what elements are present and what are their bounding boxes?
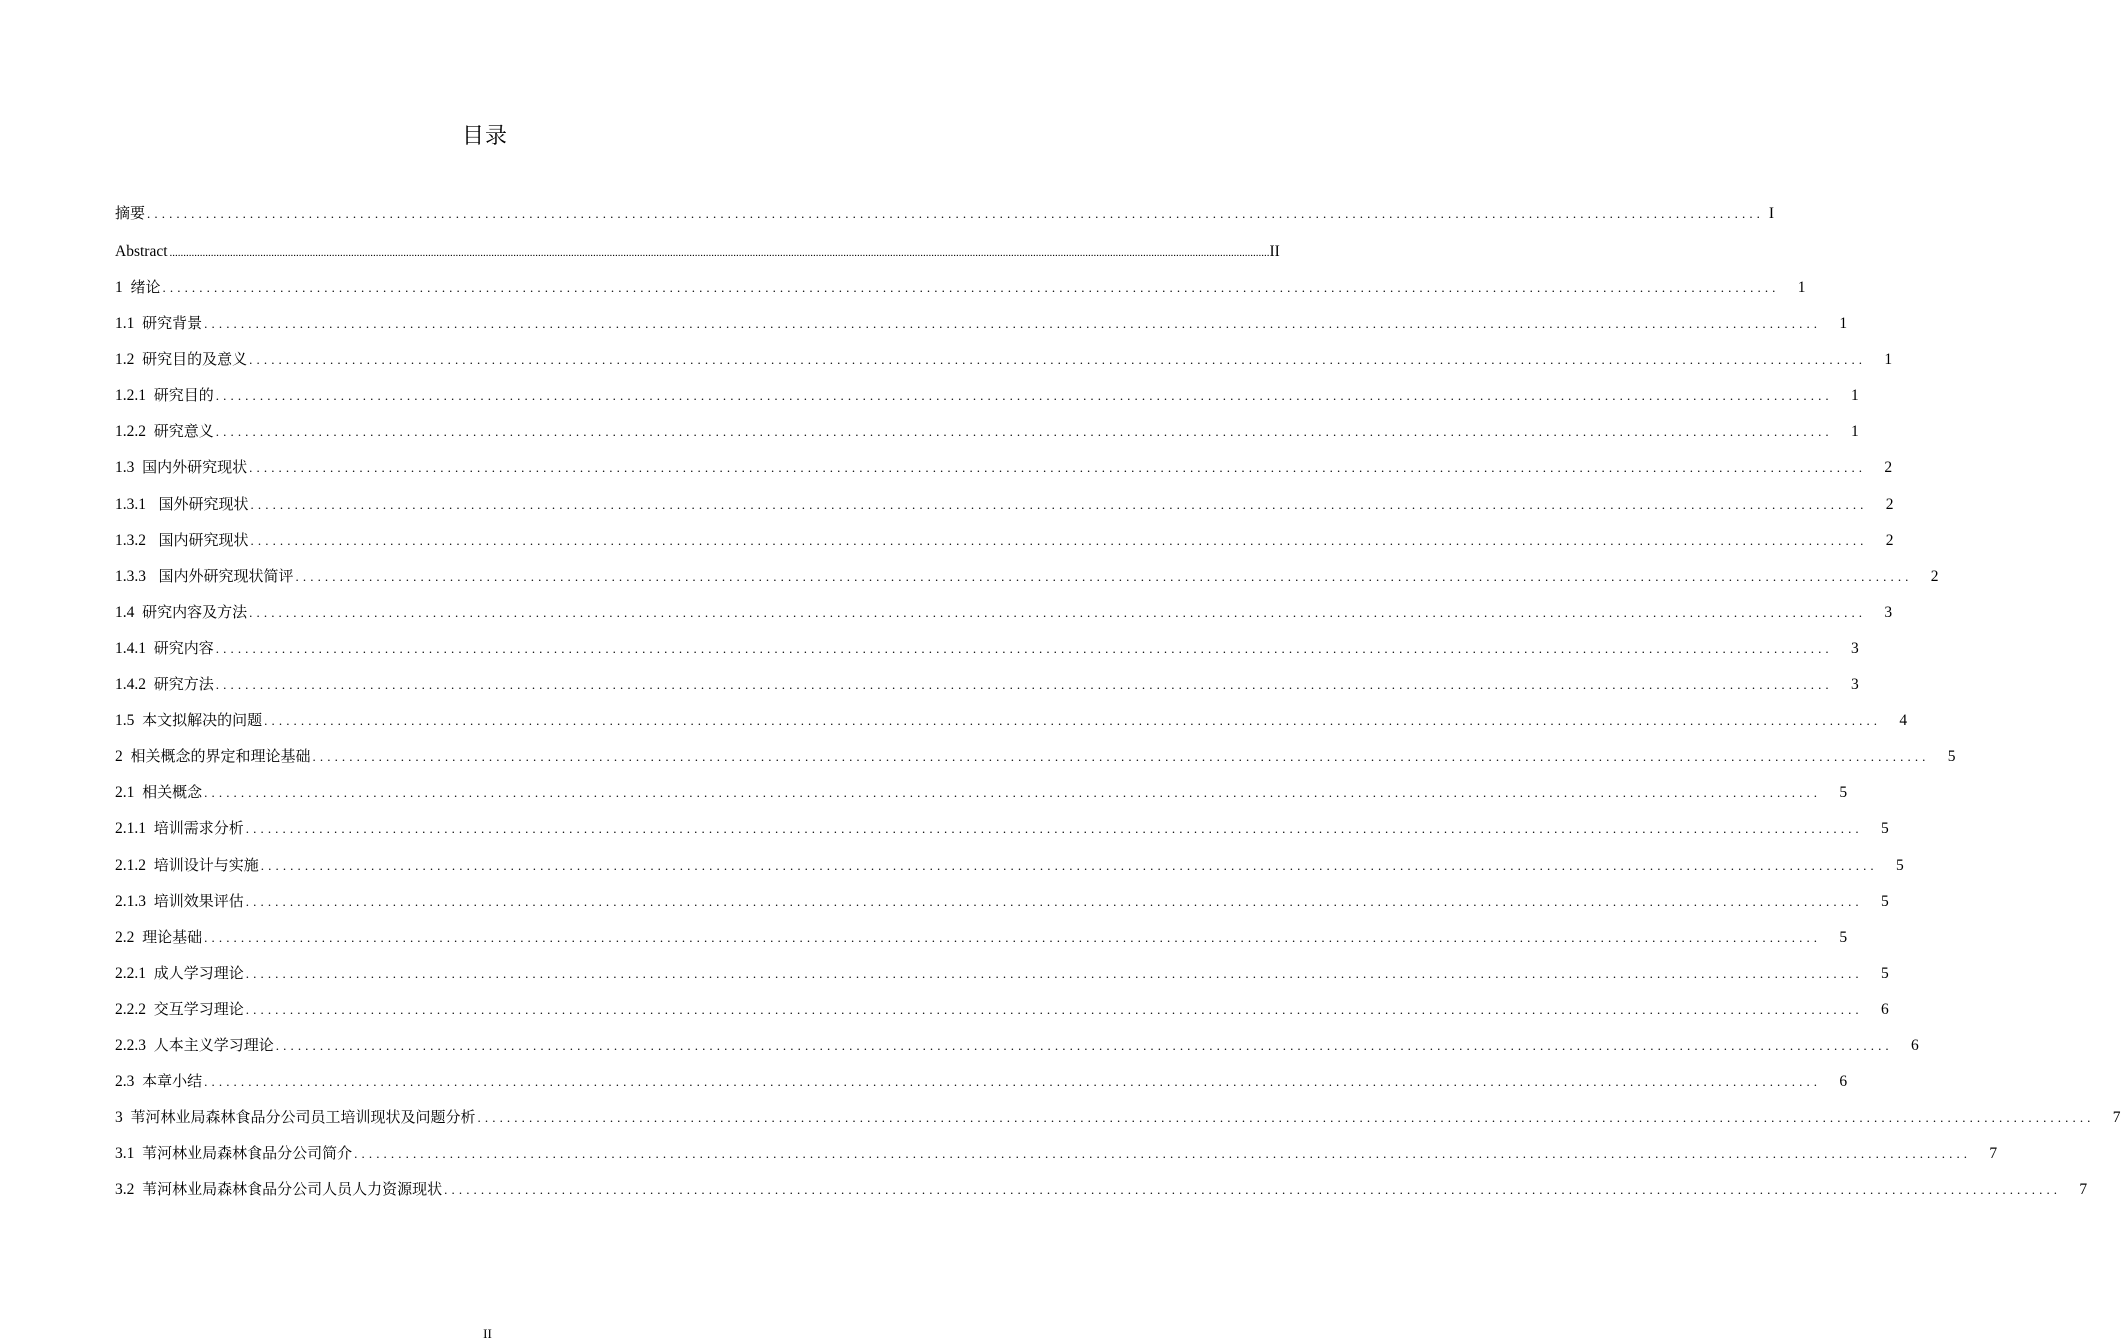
toc-entry-title: 绪论 — [130, 278, 161, 296]
toc-entry-page: 3 — [1884, 603, 1893, 621]
toc-dot-leader: ............................................................................................................................................................................................................................ — [204, 1074, 1822, 1090]
toc-entry[interactable] — [115, 959, 1889, 995]
toc-entry-number: 2.3 — [115, 1073, 135, 1091]
toc-entry-label — [115, 995, 244, 1024]
toc-entry-label — [115, 238, 168, 266]
toc-entry[interactable] — [115, 199, 1775, 238]
toc-entry-number: 1.2.1 — [115, 387, 146, 405]
toc-dot-leader: ............................................................................................................................................................................................................................ — [295, 568, 1913, 584]
toc-entry-number: 1.2.2 — [115, 423, 146, 441]
toc-entry-label — [115, 309, 202, 338]
toc-entry[interactable] — [115, 778, 1848, 814]
toc-entry-title: 国内外研究现状 — [142, 458, 248, 477]
toc-entry-title: 国内研究现状 — [153, 530, 249, 549]
toc-entry-title: 相关概念 — [142, 783, 203, 802]
toc-entry-number: 2.2.1 — [115, 964, 146, 982]
toc-dot-leader: ............................................................................................................................................................................................................................ — [444, 1182, 2062, 1198]
toc-entry[interactable] — [115, 634, 1859, 670]
toc-entry-title: 相关概念的界定和理论基础 — [130, 747, 311, 766]
toc-entry[interactable] — [115, 742, 1956, 778]
toc-entry[interactable] — [115, 598, 1893, 634]
toc-entry-page: 1 — [1839, 315, 1848, 333]
toc-dot-leader: ............................................................................................................................................................................................................................ — [249, 460, 1867, 476]
toc-entry-label — [115, 742, 311, 771]
toc-dot-leader: ............................................................................................................................................................................................................................ — [204, 316, 1822, 332]
toc-entry-page: 1 — [1884, 351, 1893, 369]
toc-entry-title: 摘要 — [115, 204, 146, 222]
toc-entry-title: 人本主义学习理论 — [153, 1035, 274, 1054]
toc-entry-page: 7 — [2079, 1181, 2088, 1199]
toc-entry-number: 2.2.2 — [115, 1000, 146, 1018]
toc-dot-leader: ............................................................................................................................................................................................................................ — [312, 749, 1930, 765]
toc-entry[interactable] — [115, 1067, 1848, 1103]
toc-entry-label — [115, 562, 294, 591]
toc-entry-number: 1.3.3 — [115, 567, 146, 585]
toc-entry-page: 6 — [1911, 1036, 1919, 1054]
toc-entry-page: 5 — [1881, 820, 1889, 838]
toc-entry-title: 研究目的及意义 — [142, 350, 248, 369]
toc-entry-number: 1.1 — [115, 315, 135, 333]
toc-entry-page: 2 — [1884, 459, 1893, 477]
toc-entry-page: 3 — [1851, 639, 1859, 657]
toc-entry-label — [115, 1175, 442, 1204]
toc-entry-title: 国内外研究现状简评 — [153, 566, 294, 585]
toc-entry-number: 2.2 — [115, 928, 135, 946]
toc-entry-title: 本章小结 — [142, 1072, 203, 1091]
toc-entry[interactable] — [115, 1031, 1919, 1067]
toc-entry-label — [115, 273, 161, 302]
toc-entry-number: 1.4.1 — [115, 639, 146, 657]
toc-dot-leader: ............................................................................................................................................................................................................................ — [245, 1001, 1863, 1017]
toc-dot-leader: ............................................................................................................................................................................................................................ — [250, 532, 1868, 548]
toc-entry-label — [115, 923, 202, 952]
toc-entry[interactable] — [115, 562, 1939, 598]
toc-dot-leader: ............................................................................................................................................................................................................................ — [215, 677, 1833, 693]
toc-entry-number: 2 — [115, 748, 123, 766]
toc-dot-leader: ............................................................................................................................................................................................................................ — [245, 965, 1863, 981]
toc-entry[interactable] — [115, 238, 1280, 273]
toc-entry[interactable] — [115, 345, 1893, 381]
toc-entry-label — [115, 1103, 476, 1132]
toc-dot-leader: ............................................................................................................................................................................................................................ — [204, 785, 1822, 801]
toc-dot-leader: ............................................................................................................................................................................................................................ — [249, 604, 1867, 620]
toc-entry-label — [115, 345, 247, 374]
toc-entry-page: 5 — [1881, 964, 1889, 982]
toc-entry[interactable] — [115, 309, 1848, 345]
toc-entry-label — [115, 417, 214, 446]
toc-entry-page: 1 — [1851, 423, 1859, 441]
toc-dot-leader: ............................................................................................................................................................................................................................ — [264, 713, 1882, 729]
toc-entry-number: 1.3 — [115, 459, 135, 477]
toc-entry-number: 1.3.2 — [115, 531, 146, 549]
toc-dot-leader: ............................................................................................................................................................................................................................ — [249, 352, 1867, 368]
toc-dot-leader: ............................................................................................................................................................................................................................ — [215, 424, 1833, 440]
toc-dot-leader: ............................................................................................................................................................................................................................ — [215, 640, 1833, 656]
toc-entry-number: 3 — [115, 1109, 123, 1127]
toc-entry-title: 研究背景 — [142, 314, 203, 333]
toc-entry-title: 交互学习理论 — [153, 999, 244, 1018]
toc-entry-page: 2 — [1930, 567, 1939, 585]
toc-entry-page: 7 — [1989, 1145, 1998, 1163]
toc-entry-number: 1.5 — [115, 712, 135, 730]
toc-entry-label — [115, 490, 249, 519]
toc-dot-leader: ............................................................................................................................................................................................................................ — [245, 821, 1863, 837]
toc-entry-label — [115, 598, 247, 627]
toc-entry-label — [115, 526, 249, 555]
toc-dot-leader: ................................................................................................................................................................................................................................................................................................................................................................................................................ — [169, 247, 1270, 259]
toc-entry-page: 5 — [1881, 892, 1889, 910]
toc-entry-title: 国外研究现状 — [153, 494, 249, 513]
toc-entry-label — [115, 706, 262, 735]
toc-entry[interactable] — [115, 381, 1859, 417]
toc-entry-title: 研究方法 — [153, 675, 214, 694]
toc-dot-leader: ............................................................................................................................................................................................................................ — [215, 388, 1833, 404]
toc-entry-label — [115, 1139, 352, 1168]
toc-entry-page: 7 — [2112, 1109, 2121, 1127]
page-title: 目录 — [461, 124, 508, 149]
toc-entry-number: 1.2 — [115, 351, 135, 369]
toc-entry-number: 3.2 — [115, 1181, 135, 1199]
toc-dot-leader: ............................................................................................................................................................................................................................ — [245, 893, 1863, 909]
toc-entry-title: 研究内容 — [153, 638, 214, 657]
toc-entry-title: 研究内容及方法 — [142, 602, 248, 621]
toc-entry-title: Abstract — [115, 243, 168, 260]
toc-entry-label — [115, 1067, 202, 1096]
toc-entry[interactable] — [115, 490, 1894, 526]
toc-entry[interactable] — [115, 814, 1889, 850]
toc-entry-page: II — [1269, 243, 1280, 260]
toc-dot-leader: ............................................................................................................................................................................................................................ — [275, 1037, 1893, 1053]
toc-dot-leader: ............................................................................................................................................................................................................................ — [147, 206, 1765, 221]
toc-dot-leader: ............................................................................................................................................................................................................................ — [162, 280, 1780, 295]
toc-entry-number: 2.2.3 — [115, 1036, 146, 1054]
toc-entry-page: 1 — [1797, 279, 1806, 296]
toc-entry-title: 苇河林业局森林食品分公司简介 — [142, 1144, 353, 1163]
toc-dot-leader: ............................................................................................................................................................................................................................ — [204, 929, 1822, 945]
toc-entry-title: 培训需求分析 — [153, 819, 244, 838]
toc-entry-page: I — [1768, 205, 1775, 222]
toc-entry-label — [115, 453, 247, 482]
toc-entry-title: 培训设计与实施 — [153, 855, 259, 874]
toc-entry-title: 研究目的 — [153, 386, 214, 405]
toc-entry-page: 5 — [1947, 748, 1956, 766]
toc-entry-title: 本文拟解决的问题 — [142, 711, 263, 730]
toc-entry[interactable] — [115, 887, 1889, 923]
toc-entry-page: 2 — [1885, 495, 1894, 513]
toc-dot-leader: ............................................................................................................................................................................................................................ — [250, 496, 1868, 512]
table-of-contents — [115, 199, 2121, 1211]
toc-entry-number: 1.4.2 — [115, 676, 146, 694]
toc-entry-number: 1 — [115, 279, 123, 296]
toc-entry[interactable] — [115, 1139, 1998, 1175]
toc-entry-number: 1.4 — [115, 603, 135, 621]
toc-entry-label — [115, 851, 259, 880]
toc-entry-page: 4 — [1899, 712, 1908, 730]
toc-entry-page: 5 — [1839, 928, 1848, 946]
toc-entry-page: 6 — [1881, 1000, 1889, 1018]
page-number: II — [483, 1326, 492, 1341]
toc-entry-title: 苇河林业局森林食品分公司人员人力资源现状 — [142, 1180, 443, 1199]
toc-entry-title: 研究意义 — [153, 422, 214, 441]
toc-entry-number: 2.1 — [115, 784, 135, 802]
toc-entry[interactable] — [115, 851, 1904, 887]
toc-entry[interactable] — [115, 923, 1848, 959]
toc-entry[interactable] — [115, 417, 1859, 453]
toc-entry-number: 2.1.1 — [115, 820, 146, 838]
toc-entry-label — [115, 1031, 274, 1060]
toc-entry-page: 5 — [1896, 856, 1904, 874]
toc-entry-label — [115, 634, 214, 663]
toc-entry-page: 3 — [1851, 676, 1859, 694]
toc-dot-leader: ............................................................................................................................................................................................................................ — [354, 1146, 1972, 1162]
toc-dot-leader: ............................................................................................................................................................................................................................ — [477, 1110, 2095, 1126]
toc-entry[interactable] — [115, 1103, 2121, 1139]
toc-entry-title: 培训效果评估 — [153, 891, 244, 910]
toc-entry-label — [115, 959, 244, 988]
toc-entry[interactable] — [115, 995, 1889, 1031]
toc-entry-label — [115, 778, 202, 807]
toc-entry[interactable] — [115, 526, 1894, 562]
toc-entry[interactable] — [115, 670, 1859, 706]
toc-entry-title: 苇河林业局森林食品分公司员工培训现状及问题分析 — [130, 1108, 476, 1127]
toc-entry-title: 理论基础 — [142, 927, 203, 946]
toc-entry-title: 成人学习理论 — [153, 963, 244, 982]
toc-entry-label — [115, 199, 145, 228]
toc-entry-page: 6 — [1839, 1073, 1848, 1091]
toc-entry-number: 3.1 — [115, 1145, 135, 1163]
toc-entry-label — [115, 670, 214, 699]
toc-entry-number: 2.1.3 — [115, 892, 146, 910]
toc-entry[interactable] — [115, 453, 1893, 489]
toc-entry-label — [115, 814, 244, 843]
toc-entry[interactable] — [115, 273, 1806, 309]
toc-entry[interactable] — [115, 706, 1908, 742]
toc-entry-number: 2.1.2 — [115, 856, 146, 874]
toc-entry-page: 1 — [1851, 387, 1859, 405]
toc-entry[interactable] — [115, 1175, 2088, 1211]
toc-entry-number: 1.3.1 — [115, 495, 146, 513]
toc-entry-label — [115, 887, 244, 916]
toc-entry-page: 2 — [1885, 531, 1894, 549]
toc-entry-label — [115, 381, 214, 410]
toc-dot-leader: ............................................................................................................................................................................................................................ — [260, 857, 1878, 873]
toc-entry-page: 5 — [1839, 784, 1848, 802]
